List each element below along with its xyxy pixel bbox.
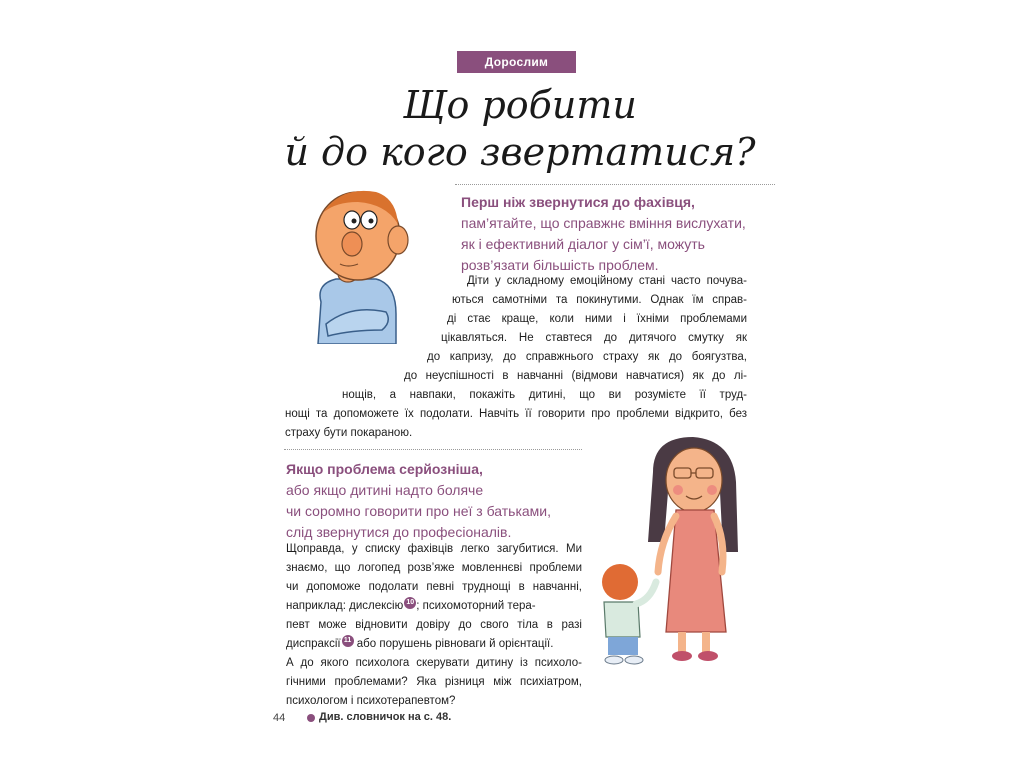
lead-line: як і ефективний діалог у сім’ї, можуть bbox=[461, 236, 705, 252]
lead-line: чи соромно говорити про неї з батьками, bbox=[286, 503, 552, 519]
lead-heading-1: Перш ніж звернутися до фахівця, bbox=[461, 194, 695, 210]
body-line bbox=[286, 635, 582, 654]
lead-heading-2: Якщо проблема серйозніша, bbox=[286, 461, 483, 477]
glossary-note: Див. словничок на с. 48. bbox=[319, 711, 452, 723]
lead-block-1 bbox=[461, 192, 781, 276]
lead-block-2 bbox=[286, 459, 596, 543]
body-text: наприклад: дислексію bbox=[286, 600, 404, 612]
body-line: нощі та допоможете їх подолати. Навчіть її говорити про проблеми відкрито, без bbox=[285, 408, 747, 420]
man-illustration bbox=[296, 184, 416, 344]
body-line: чи допоможе подолати певні труднощі в навчанні, bbox=[286, 581, 582, 593]
body-line: цікавляться. Не ставтеся до дитячого смутку як bbox=[441, 332, 747, 344]
page-number: 44 bbox=[273, 712, 286, 724]
lead-line: слід звернутися до професіоналів. bbox=[286, 524, 512, 540]
divider-top bbox=[455, 184, 775, 185]
body-line: Діти у складному емоційному стані часто почува- bbox=[467, 275, 747, 287]
body-text: ; психомоторний тера- bbox=[416, 600, 536, 612]
body-line: А до якого психолога скерувати дитину із психоло- bbox=[286, 657, 582, 669]
body-line: ді стає краще, коли ними і їхніми проблемами bbox=[447, 313, 747, 325]
lead-line: або якщо дитині надто боляче bbox=[286, 482, 484, 498]
section-tag: Дорослим bbox=[457, 51, 576, 73]
page-title bbox=[250, 82, 790, 176]
body-line: Щоправда, у списку фахівців легко загубитися. Ми bbox=[286, 543, 582, 555]
glossary-ref-badge: 11 bbox=[342, 635, 354, 647]
title-line-1: Що робити bbox=[403, 83, 637, 127]
body-text: або порушень рівноваги й орієнтації. bbox=[353, 638, 554, 650]
bullet-dot-icon bbox=[307, 714, 315, 722]
body-line: до неуспішності в навчанні (відмови навчатися) як до лі- bbox=[404, 370, 747, 382]
body-line: психологом і психотерапевтом? bbox=[286, 695, 456, 707]
divider-middle bbox=[284, 449, 582, 450]
body-line: ються самотніми та покинутими. Однак їм справ- bbox=[452, 294, 747, 306]
lead-line: розв’язати більшість проблем. bbox=[461, 257, 659, 273]
lead-line: пам’ятайте, що справжнє вміння вислухати, bbox=[461, 215, 746, 231]
title-line-2: й до кого звертатися? bbox=[284, 130, 756, 174]
body-line: страху бути покараною. bbox=[285, 427, 413, 439]
body-line: певт може відновити довіру до свого тіла в разі bbox=[286, 619, 582, 631]
glossary-ref-badge: 10 bbox=[404, 597, 416, 609]
body-line bbox=[286, 597, 582, 616]
body-line: нощів, а навпаки, покажіть дитині, що ви розумієте її труд- bbox=[342, 389, 747, 401]
body-line: гічними проблемами? Яка різниця між психіатром, bbox=[286, 676, 582, 688]
body-text: диспраксії bbox=[286, 638, 341, 650]
body-line: до капризу, до справжнього страху як до боягузтва, bbox=[427, 351, 747, 363]
body-line: знаємо, що логопед розв’яже мовленнєві проблеми bbox=[286, 562, 582, 574]
woman-child-illustration bbox=[598, 432, 748, 672]
